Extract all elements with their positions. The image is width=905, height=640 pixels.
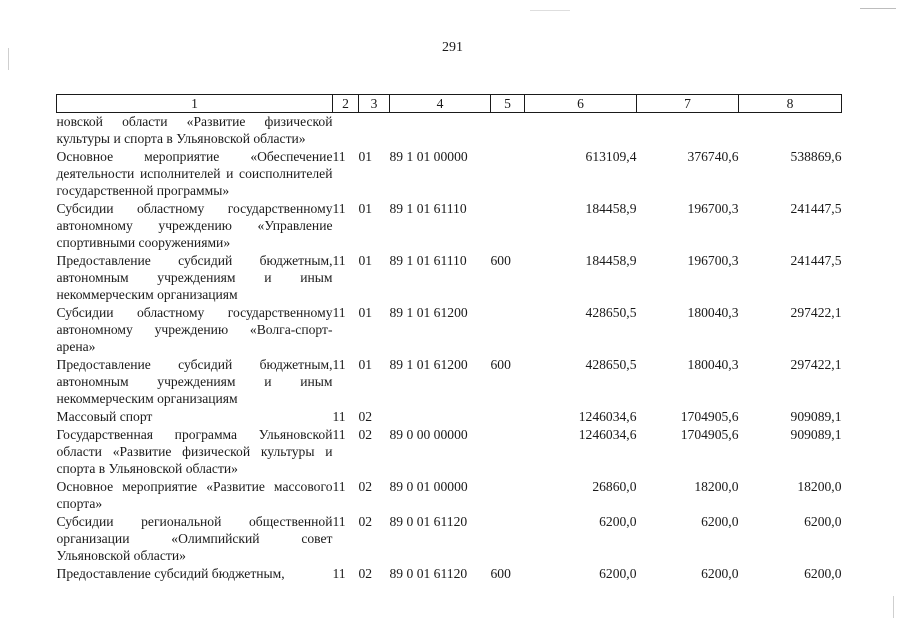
row-target-code: 89 1 01 61110 [389, 201, 467, 216]
row-expense-type: 600 [490, 253, 511, 268]
row-amount-8: 909089,1 [790, 427, 842, 442]
row-expense-type [491, 408, 525, 426]
row-amount-6: 184458,9 [585, 253, 637, 268]
row-subsection: 01 [358, 357, 373, 372]
table-row [57, 252, 842, 304]
row-expense-type [491, 478, 525, 513]
row-expense-type [491, 113, 525, 149]
row-subsection: 01 [358, 253, 373, 268]
row-target-code: 89 1 01 61200 [389, 305, 468, 320]
row-name: Предоставление субсидий бюджетным, автономным учреждениям и иным некоммерческим организациям [56, 253, 333, 302]
row-subsection: 01 [358, 305, 373, 320]
column-header-3: 3 [359, 95, 390, 113]
row-amount-8: 241447,5 [790, 253, 842, 268]
row-section: 11 [332, 253, 346, 268]
table-row [57, 200, 842, 252]
row-expense-type [491, 513, 525, 565]
row-name: Основное мероприятие «Обеспечение деятельности исполнителей и соисполнителей государственной программы» [56, 149, 333, 198]
row-section: 11 [332, 201, 346, 216]
table-row [57, 478, 842, 513]
row-expense-type [491, 148, 525, 200]
page-number: 291 [442, 40, 463, 55]
row-amount-7: 180040,3 [687, 357, 739, 372]
row-amount-8: 909089,1 [790, 409, 842, 424]
row-amount-6: 6200,0 [599, 566, 637, 581]
row-amount-6: 1246034,6 [578, 409, 637, 424]
row-amount-8: 297422,1 [790, 357, 842, 372]
column-header-2: 2 [333, 95, 359, 113]
row-name: Субсидии областному государственному автономному учреждению «Управление спортивными сооружениями» [56, 201, 333, 250]
scan-artifact-top-right [860, 8, 896, 9]
row-amount-7: 6200,0 [701, 566, 739, 581]
row-amount-7: 376740,6 [687, 149, 739, 164]
row-amount-6: 184458,9 [585, 201, 637, 216]
row-amount-8: 6200,0 [804, 566, 842, 581]
table-row [57, 113, 842, 149]
row-subsection: 01 [358, 201, 373, 216]
row-section: 11 [332, 479, 346, 494]
row-section: 11 [332, 514, 346, 529]
row-target-code: 89 0 01 00000 [389, 479, 468, 494]
row-section: 11 [332, 427, 346, 442]
row-amount-8 [739, 113, 842, 149]
row-expense-type [491, 200, 525, 252]
row-amount-6: 428650,5 [585, 305, 637, 320]
row-name: Субсидии областному государственному автономному учреждению «Волга-спорт-арена» [56, 305, 333, 354]
column-number-header [57, 95, 842, 113]
budget-table [56, 94, 842, 583]
column-header-7: 7 [637, 95, 739, 113]
row-expense-type [491, 426, 525, 478]
table-row [57, 148, 842, 200]
row-amount-7: 196700,3 [687, 201, 739, 216]
column-header-8: 8 [739, 95, 842, 113]
row-amount-6: 26860,0 [592, 479, 637, 494]
row-subsection: 01 [358, 149, 373, 164]
row-subsection: 02 [358, 427, 373, 442]
row-amount-7: 1704905,6 [680, 427, 739, 442]
row-amount-6: 1246034,6 [578, 427, 637, 442]
row-amount-6: 613109,4 [585, 149, 637, 164]
row-name: Предоставление субсидий бюджетным, [56, 566, 285, 581]
row-name: новской области «Развитие физической культуры и спорта в Ульяновской области» [56, 114, 333, 146]
table-row [57, 408, 842, 426]
row-target-code: 89 1 01 61200 [389, 357, 468, 372]
row-amount-8: 18200,0 [797, 479, 842, 494]
row-amount-7 [637, 113, 739, 149]
row-subsection: 02 [358, 514, 373, 529]
row-amount-7: 18200,0 [694, 479, 739, 494]
row-amount-6 [525, 113, 637, 149]
table-row [57, 565, 842, 583]
row-section: 11 [332, 409, 346, 424]
row-expense-type [491, 304, 525, 356]
row-target-code: 89 1 01 00000 [389, 149, 468, 164]
row-subsection: 02 [358, 409, 373, 424]
row-name: Субсидии региональной общественной организации «Олимпийский совет Ульяновской области» [56, 514, 333, 563]
row-expense-type: 600 [490, 357, 511, 372]
row-amount-7: 180040,3 [687, 305, 739, 320]
row-section [333, 113, 359, 149]
row-name: Государственная программа Ульяновской области «Развитие физической культуры и спорта в Ульяновской области» [56, 427, 333, 476]
row-section: 11 [332, 149, 346, 164]
scan-artifact-top-dots [530, 10, 570, 11]
row-name: Основное мероприятие «Развитие массового спорта» [56, 479, 333, 511]
row-expense-type: 600 [490, 566, 511, 581]
column-header-4: 4 [390, 95, 491, 113]
column-header-6: 6 [525, 95, 637, 113]
column-header-5: 5 [491, 95, 525, 113]
row-amount-8: 297422,1 [790, 305, 842, 320]
row-amount-7: 6200,0 [701, 514, 739, 529]
table-row [57, 304, 842, 356]
row-subsection: 02 [358, 566, 373, 581]
row-target-code: 89 0 00 00000 [389, 427, 468, 442]
row-amount-6: 428650,5 [585, 357, 637, 372]
row-section: 11 [332, 566, 346, 581]
scan-artifact-right-edge [893, 596, 894, 618]
row-subsection: 02 [358, 479, 373, 494]
column-header-1: 1 [57, 95, 333, 113]
row-section: 11 [332, 305, 346, 320]
table-row [57, 513, 842, 565]
row-amount-8: 241447,5 [790, 201, 842, 216]
row-amount-8: 538869,6 [790, 149, 842, 164]
row-amount-8: 6200,0 [804, 514, 842, 529]
table-row [57, 426, 842, 478]
row-target-code: 89 0 01 61120 [389, 566, 468, 581]
row-subsection [359, 113, 390, 149]
row-section: 11 [332, 357, 346, 372]
row-target-code: 89 1 01 61110 [389, 253, 467, 268]
row-name: Массовый спорт [56, 409, 153, 424]
row-name: Предоставление субсидий бюджетным, автономным учреждениям и иным некоммерческим организациям [56, 357, 333, 406]
row-amount-7: 196700,3 [687, 253, 739, 268]
row-amount-7: 1704905,6 [680, 409, 739, 424]
row-target-code [390, 408, 491, 426]
row-amount-6: 6200,0 [599, 514, 637, 529]
row-target-code: 89 0 01 61120 [389, 514, 468, 529]
row-target-code [390, 113, 491, 149]
table-row [57, 356, 842, 408]
